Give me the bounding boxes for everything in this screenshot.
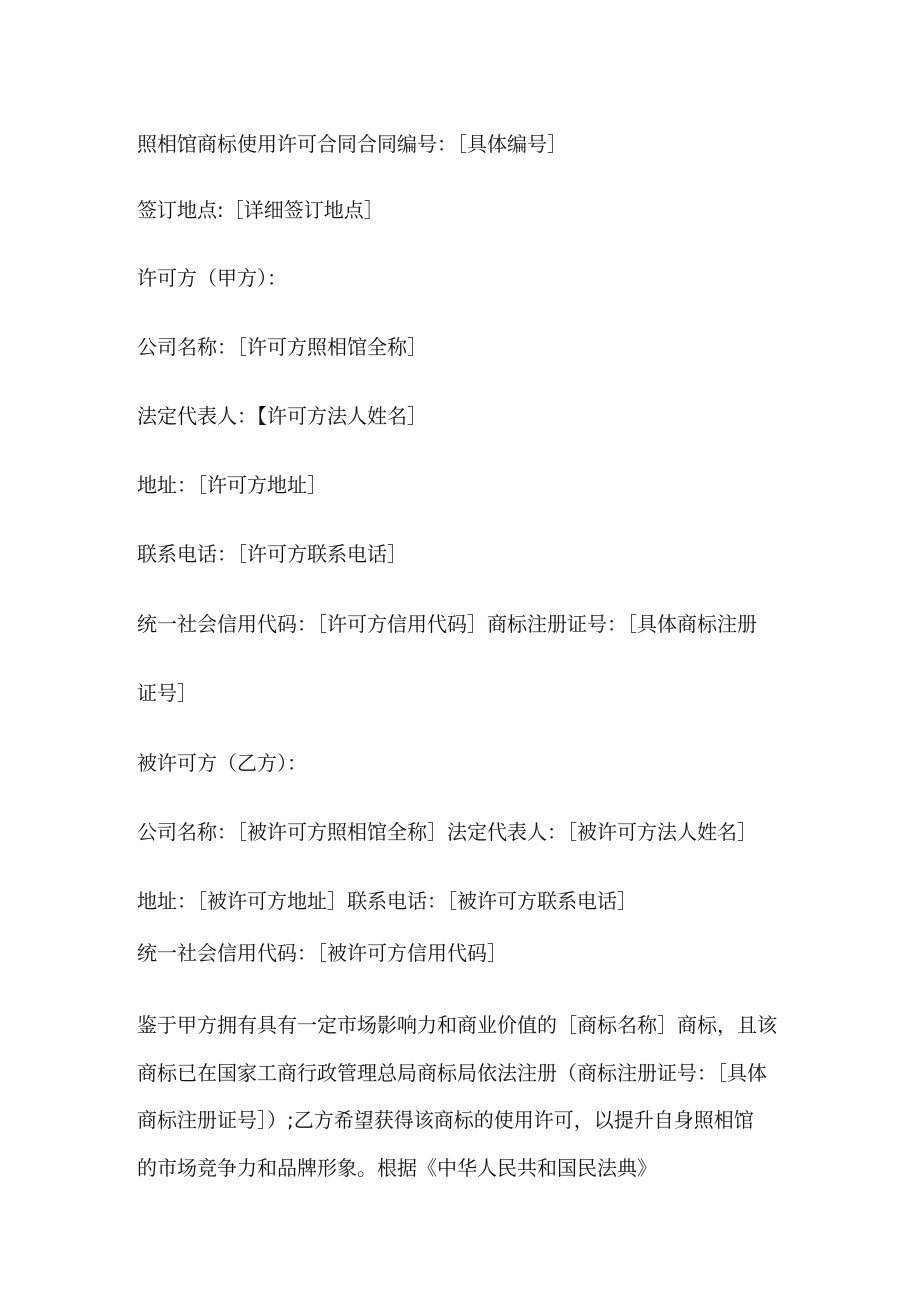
licensor-address: 地址：［许可方地址］ [137, 473, 327, 497]
preamble-line-1: 鉴于甲方拥有具有一定市场影响力和商业价值的［商标名称］商标，且该 [137, 1013, 777, 1037]
licensor-heading: 许可方（甲方）： [137, 266, 287, 290]
licensor-legal-rep: 法定代表人：【许可方法人姓名］ [137, 404, 427, 428]
signing-location: 签订地点:［详细签订地点］ [137, 198, 384, 222]
licensee-heading: 被许可方（乙方）： [137, 751, 307, 775]
contract-title-number: 照相馆商标使用许可合同合同编号：［具体编号］ [137, 132, 567, 156]
preamble-line-4: 的市场竞争力和品牌形象。根据《中华人民共和国民法典》 [137, 1156, 657, 1180]
licensor-credit-code-trademark: 统一社会信用代码：［许可方信用代码］商标注册证号：［具体商标注册 [137, 612, 757, 636]
preamble-line-3: 商标注册证号］）;乙方希望获得该商标的使用许可，以提升自身照相馆 [137, 1108, 754, 1132]
licensor-company-name: 公司名称：［许可方照相馆全称］ [137, 335, 427, 359]
licensor-phone: 联系电话：［许可方联系电话］ [137, 542, 407, 566]
licensor-trademark-cont: 证号］ [137, 681, 197, 705]
licensee-company-rep: 公司名称：［被许可方照相馆全称］法定代表人：［被许可方法人姓名］ [137, 820, 757, 844]
preamble-line-2: 商标已在国家工商行政管理总局商标局依法注册（商标注册证号：［具体 [137, 1061, 767, 1085]
licensee-address-phone: 地址：［被许可方地址］联系电话：［被许可方联系电话］ [137, 889, 637, 913]
licensee-credit-code: 统一社会信用代码：［被许可方信用代码］ [137, 941, 507, 965]
